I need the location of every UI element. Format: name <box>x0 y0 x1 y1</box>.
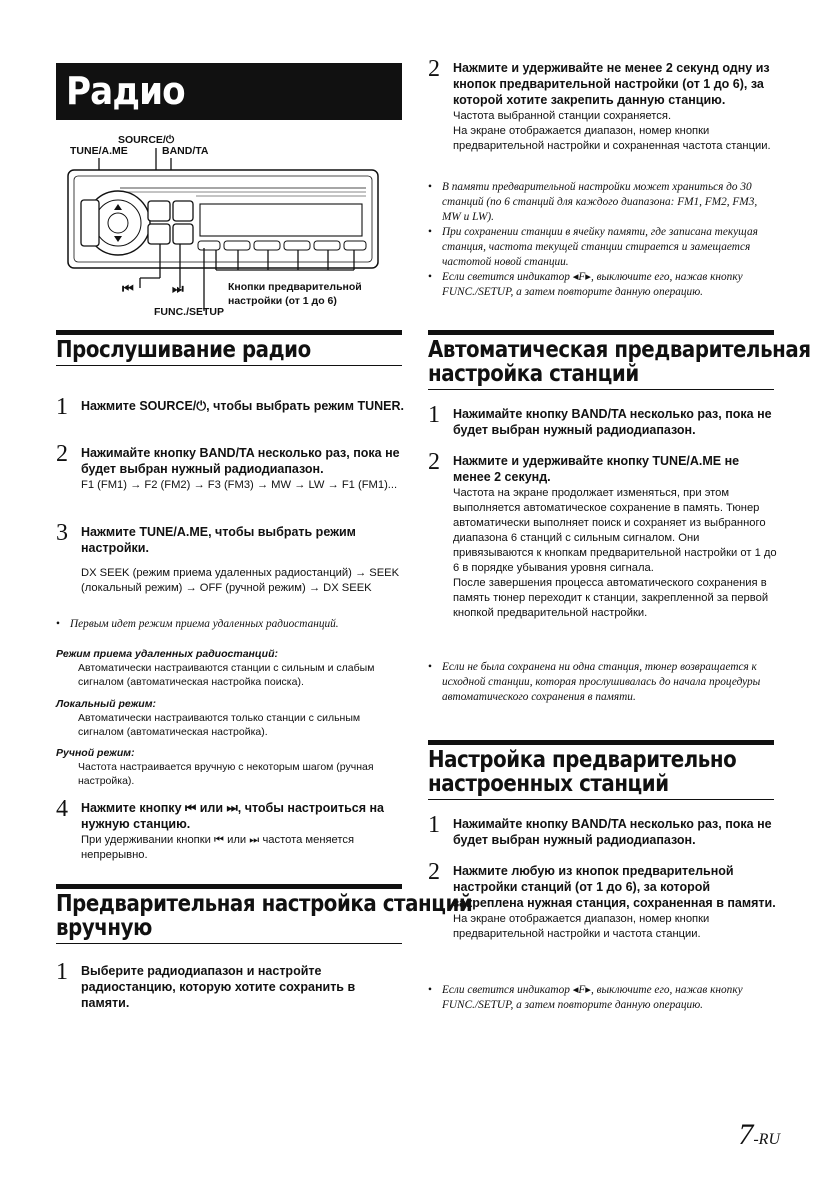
page-number-suffix: -RU <box>753 1131 780 1148</box>
section-heading-auto <box>428 330 811 390</box>
auto-step-2 <box>428 449 778 621</box>
listen-step-1 <box>56 394 406 420</box>
step-instruction: Нажимайте кнопку BAND/TA несколько раз, пока не будет выбран нужный радиодиапазон. <box>453 817 772 847</box>
preset-buttons-label <box>228 280 362 308</box>
step-instruction: Нажмите и удерживайте не менее 2 секунд одну из кнопок предварительной настройки (от 1 до 6), за которой хотите закрепить данную станцию. <box>453 61 770 107</box>
section-title-manual-line2: вручную <box>56 915 152 941</box>
step-detail: На экране отображается диапазон, номер кнопки предварительной настройки и частота станции. <box>453 913 710 940</box>
section-title-auto-line2: настройка станций <box>428 361 639 387</box>
section-heading-tune-preset <box>428 740 774 800</box>
listen-notes <box>56 617 406 632</box>
manual-step-2 <box>428 56 778 154</box>
note-item: • Если не была сохранена ни одна станция, тюнер возвращается к исходной станции, которая прослушивалась до начала процедуры автоматического сохранения в памяти. <box>428 660 778 705</box>
section-title-listen: Прослушивание радио <box>56 337 311 363</box>
band-label: BAND/TA <box>162 145 209 157</box>
section-title-manual-line1: Предварительная настройка станций <box>56 891 473 917</box>
note-item: • Если светится индикатор ◂F▸, выключите его, нажав кнопку FUNC./SETUP, а затем повторите данную операцию. <box>428 983 778 1013</box>
mode-local <box>56 697 406 739</box>
prev-track-icon: ⏮ <box>122 281 134 296</box>
tune-notes <box>428 983 778 1013</box>
step-detail: При удерживании кнопки ⏮ или ⏭ частота меняется непрерывно. <box>81 834 355 861</box>
mode-description: Автоматически настраиваются только станции с сильным сигналом (автоматическая настройка). <box>78 712 361 738</box>
manual-notes <box>428 180 778 300</box>
func-setup-label: FUNC./SETUP <box>154 306 225 318</box>
mode-description: Автоматически настраиваются станции с сильным и слабым сигналом (автоматическая настройка поиска). <box>78 662 375 688</box>
tune-mode-sequence: DX SEEK (режим приема удаленных радиостанций) → SEEK (локальный режим) → OFF (ручной режим) → DX SEEK <box>81 567 400 594</box>
step-instruction: Нажмите любую из кнопок предварительной настройки станций (от 1 до 6), за которой закреплена нужная станция, сохраненная в памяти. <box>453 864 776 910</box>
section-heading-manual <box>56 884 473 944</box>
mode-description: Частота настраивается вручную с некоторым шагом (ручная настройка). <box>78 761 374 787</box>
listen-step-4 <box>56 796 406 863</box>
step-detail: На экране отображается диапазон, номер кнопки предварительной настройки и сохраненная частота станции. <box>453 125 771 152</box>
step-number: 1 <box>428 402 440 428</box>
listen-step-3 <box>56 520 406 596</box>
mode-heading: Режим приема удаленных радиостанций: <box>56 648 278 660</box>
step-instruction: Нажмите SOURCE/⏻, чтобы выбрать режим TUNER. <box>81 399 404 413</box>
note-item: • Первым идет режим приема удаленных радиостанций. <box>56 617 406 632</box>
section-title-tune-line2: настроенных станций <box>428 771 669 797</box>
note-item: • При сохранении станции в ячейку памяти, где записана текущая станция, частота текущей станции стирается и замещается частотой новой станции. <box>428 225 778 270</box>
section-heading-listen <box>56 330 402 366</box>
step-number: 1 <box>56 959 68 985</box>
step-detail: Частота выбранной станции сохраняется. <box>453 110 672 122</box>
step-instruction: Нажмите кнопку ⏮ или ⏭, чтобы настроиться на нужную станцию. <box>81 801 384 831</box>
page-number-value: 7 <box>738 1118 754 1151</box>
section-title-auto-line1: Автоматическая предварительная <box>428 337 811 363</box>
page-title-box <box>56 63 402 120</box>
band-sequence: F1 (FM1) → F2 (FM2) → F3 (FM3) → MW → LW → F1 (FM1)... <box>81 479 398 491</box>
tune-label: TUNE/A.ME <box>70 145 128 157</box>
step-number: 2 <box>428 859 440 885</box>
tune-step-1 <box>428 812 778 848</box>
section-title-tune-line1: Настройка предварительно <box>428 747 737 773</box>
step-number: 3 <box>56 520 68 546</box>
mode-heading: Локальный режим: <box>56 698 156 710</box>
step-number: 1 <box>428 812 440 838</box>
note-item: • Если светится индикатор ◂F▸, выключите его, нажав кнопку FUNC./SETUP, а затем повторите данную операцию. <box>428 270 778 300</box>
step-number: 2 <box>56 441 68 467</box>
step-instruction: Нажимайте кнопку BAND/TA несколько раз, пока не будет выбран нужный радиодиапазон. <box>81 446 400 476</box>
listen-step-2 <box>56 441 406 493</box>
step-instruction: Выберите радиодиапазон и настройте радиостанцию, которую хотите сохранить в памяти. <box>81 964 356 1010</box>
tune-step-2 <box>428 859 778 942</box>
step-detail: После завершения процесса автоматического сохранения в память тюнер переходит к станции, закрепленной за первой кнопкой предварительной настройки. <box>453 577 769 619</box>
mode-manual <box>56 746 406 788</box>
auto-step-1 <box>428 402 778 438</box>
step-number: 4 <box>56 796 68 822</box>
step-instruction: Нажмите TUNE/A.ME, чтобы выбрать режим настройки. <box>81 525 356 555</box>
step-number: 2 <box>428 449 440 475</box>
page-number <box>738 1118 780 1152</box>
preset-label-line1: Кнопки предварительной <box>228 281 362 293</box>
step-number: 1 <box>56 394 68 420</box>
source-label: SOURCE/⏻ <box>118 134 175 146</box>
next-track-icon: ⏭ <box>172 281 184 296</box>
mode-dx <box>56 647 406 689</box>
auto-notes <box>428 660 778 705</box>
manual-step-1 <box>56 959 406 1011</box>
step-detail: Частота на экране продолжает изменяться, при этом выполняется автоматическое сохранение в память. Тюнер автоматически выполняет поиск и сохраняет из выбранного диапазона 6 станций с сильным сигналом. Они привязываются к кнопкам предварительной настройки от 1 до 6 в порядке убывания уровня сигнала. <box>453 487 777 574</box>
preset-label-line2: настройки (от 1 до 6) <box>228 295 337 307</box>
step-instruction: Нажимайте кнопку BAND/TA несколько раз, пока не будет выбран нужный радиодиапазон. <box>453 407 772 437</box>
step-number: 2 <box>428 56 440 82</box>
head-unit-diagram <box>56 128 406 328</box>
mode-heading: Ручной режим: <box>56 747 135 759</box>
step-instruction: Нажмите и удерживайте кнопку TUNE/A.ME не менее 2 секунд. <box>453 454 740 484</box>
note-item: • В памяти предварительной настройки может храниться до 30 станций (по 6 станций для каждого диапазона: FM1, FM2, FM3, MW и LW). <box>428 180 778 225</box>
page-title: Радио <box>66 69 185 113</box>
